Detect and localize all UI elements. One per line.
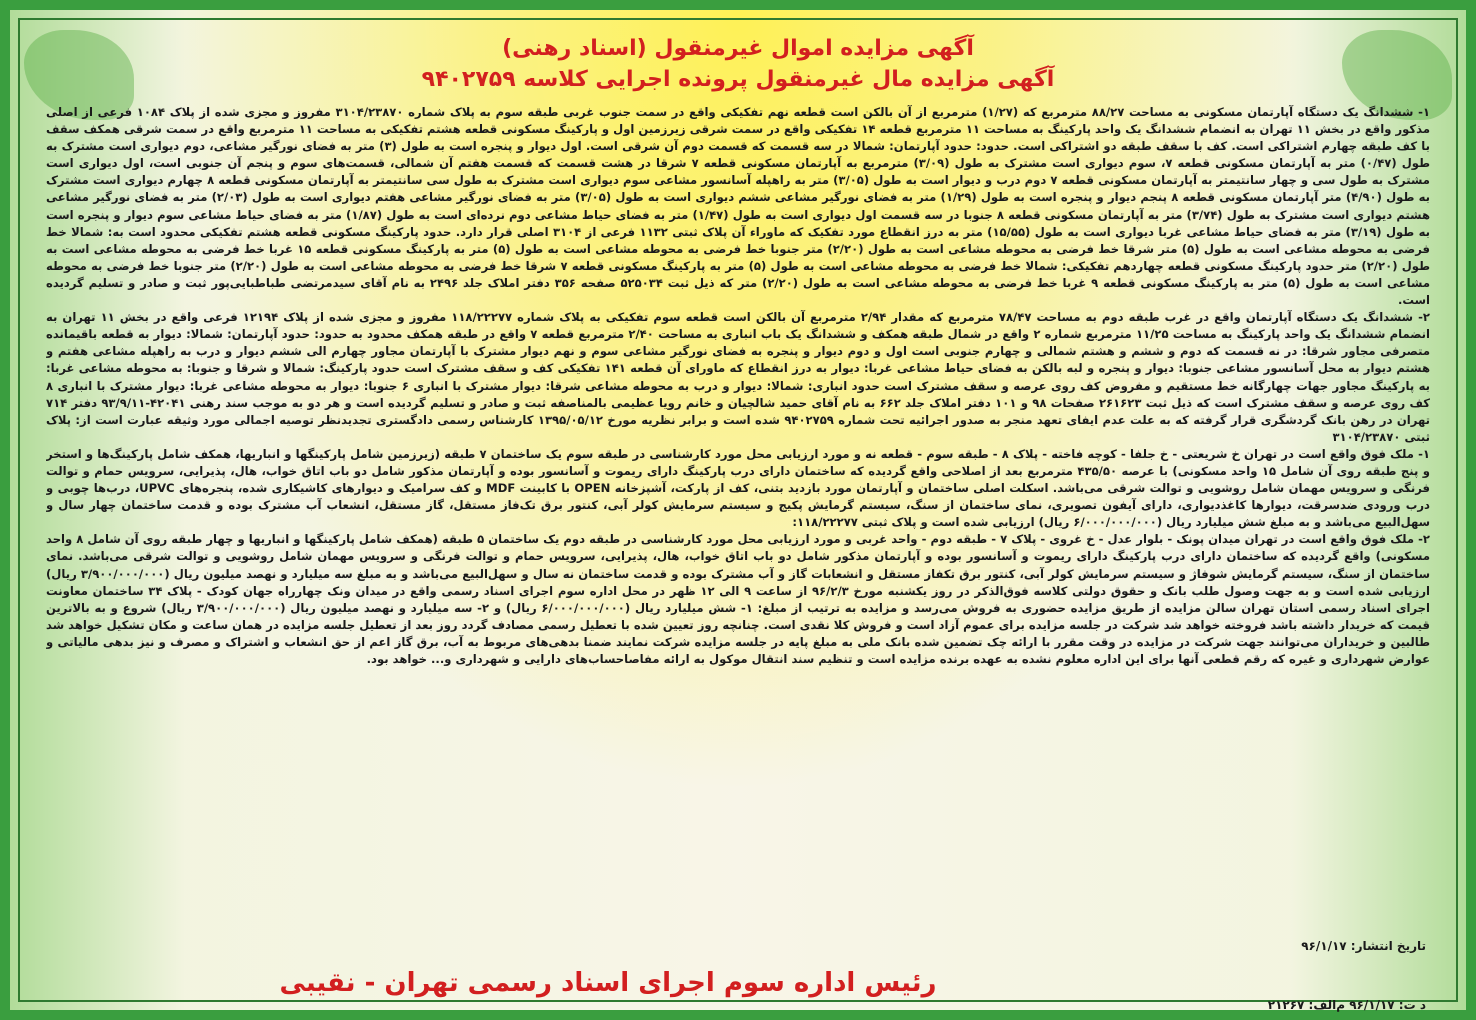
notice-title-line2: آگهی مزایده مال غیرمنقول پرونده اجرایی کلاسه ۹۴۰۲۷۵۹ xyxy=(421,67,1055,92)
notice-header xyxy=(130,34,1346,96)
notice-paragraph-1: ۱- ششدانگ یک دستگاه آپارتمان مسکونی به مساحت ۸۸/۲۷ مترمربع که (۱/۲۷) مترمربع از آن بالکن است قطعه نهم تفکیکی واقع در سمت جنوب غربی طبقه سوم به پلاک شماره ۳۱۰۴/۲۳۸۷۰ مفروز و مجزی شده از پلاک ۱۰۸۴ فرعی از اصلی مذکور واقع در بخش ۱۱ تهران به انضمام ششدانگ یک واحد پارکینگ به مساحت ۱۱ مترمربع قطعه ۱۴ تفکیکی واقع در سمت شرقی زیرزمین اول و پارکینگ مسکونی قطعه هشتم تفکیکی به مساحت ۱۱ مترمربع واقع در سمت شرقی همکف سقف با کف طبقه چهارم اشتراکی است. کف با سقف طبقه دو اشتراکی است. حدود: حدود آپارتمان: شمالا در سه قسمت که قسمت دوم آن شرقی است. اول دیوار و پنجره است به طول (۳) متر به فضای نورگیر مشاعی، دوم دیواری است مشترک به طول (۰/۴۷) متر به آپارتمان مسکونی قطعه ۷، سوم دیواری است مشترک به طول (۳/۰۹) مترمربع به آپارتمان مسکونی قطعه ۷ شرقا در هشت قسمت که قسمت هفتم آن شمالی، قسمت‌های سوم و پنجم آن جنوبی است، اول دیواری است مشترک به طول سی و چهار سانتیمتر به آپارتمان مسکونی قطعه ۷ دوم درب و دیوار است به طول (۳/۰۵) متر به راهپله آسانسور مشاعی سوم دیواری است مشترک به طول سی سانتیمتر به آپارتمان مسکونی قطعه ۸ چهارم دیواری است مشترک به طول (۴/۹۰) متر آپارتمان مسکونی قطعه ۸ پنجم دیوار و پنجره است به طول (۱/۲۹) متر به فضای نورگیر مشاعی ششم دیواری است به طول (۳/۰۵) متر به فضای نورگیر مشاعی هفتم دیواری است به طول (۲/۰۳) متر به فضای نورگیر مشاعی هشتم دیواری است مشترک به طول (۳/۷۴) متر به آپارتمان مسکونی قطعه ۸ جنوبا در سه قسمت اول دیواری است به طول (۱/۴۷) متر به فضای حیاط مشاعی دوم نرده‌ای است به طول (۱/۸۷) متر به فضای حیاط مشاعی سوم دیوار و پنجره است به طول (۳/۱۹) متر به فضای حیاط مشاعی غربا دیواری است به طول (۱۵/۵۵) متر به درز انقطاع مورد تفکیک که ماوراء آن پلاک ثبتی ۱۱۳۲ فرعی از ۳۱۰۴ اصلی قرار دارد. حدود پارکینگ مسکونی قطعه هشتم تفکیکی محدود است به: شمالا خط فرضی به محوطه مشاعی است به طول (۵) متر شرقا خط فرضی به محوطه مشاعی است به طول (۲/۲۰) متر جنوبا خط فرضی به محوطه مشاعی است به طول (۵) متر به پارکینگ مسکونی قطعه ۱۵ غربا خط فرضی به محوطه مشاعی است به طول (۲/۲۰) متر حدود پارکینگ مسکونی قطعه چهاردهم تفکیکی: شمالا خط فرضی به محوطه مشاعی است به طول (۵) متر به پارکینگ مسکونی قطعه ۷ شرقا خط فرضی به محوطه مشاعی است به طول (۲/۲۰) متر جنوبا خط فرضی به محوطه مشاعی است به طول (۵) متر به پارکینگ مسکونی قطعه ۹ غربا خط فرضی به محوطه مشاعی است به طول (۲/۲۰) متر که ذیل ثبت ۵۲۵۰۳۴ صفحه ۳۵۶ دفتر املاک جلد ۲۴۹۶ به نام آقای سیدمرتضی طباطبایی‌پور ثبت و صادر و تسلیم گردیده است. xyxy=(46,105,1430,308)
publish-date: تاریخ انتشار: ۹۶/۱/۱۷ xyxy=(1301,939,1426,953)
notice-title-line1: آگهی مزایده اموال غیرمنقول (اسناد رهنی) xyxy=(502,36,974,61)
signature-line: رئیس اداره سوم اجرای اسناد رسمی تهران - نقیبی xyxy=(279,968,937,998)
reference-line: د ت: ۹۶/۱/۱۷ م‌الف: ۲۱۲۶۷ xyxy=(1267,998,1426,1012)
notice-paragraph-4: ۲- ملک فوق واقع است در تهران میدان پونک - بلوار عدل - خ غروی - پلاک ۷ - طبقه دوم - واحد غربی و مورد ارزیابی محل مورد کارشناسی در طبقه دوم یک ساختمان ۵ طبقه (همکف شامل پارکینگها و انباریها و چهار طبقه روی آن شامل ۸ واحد مسکونی) واقع گردیده که ساختمان دارای درب پارکینگ دارای ریموت و آسانسور بوده و آپارتمان مذکور شامل دو باب اتاق خواب، هال، پذیرایی، سرویس حمام و توالت فرنگی و سرویس مهمان شامل روشویی و توالت شرقی می‌باشد. نمای ساختمان از سنگ، سیستم گرمایش شوفاژ و سیستم سرمایش کولر آبی، کنتور برق تکفاز مستقل و انشعابات گاز و آب مشترک بوده و قدمت ساختمان نه سال و سهل‌البیع می‌باشد و به مبلغ سه میلیارد و نهصد میلیون ریال (۳/۹۰۰/۰۰۰/۰۰۰ ریال) ارزیابی شده است و به جهت وصول طلب بانک و حقوق دولتی کلاسه فوق‌الذکر در روز یکشنبه مورخ ۹۶/۲/۳ از ساعت ۹ الی ۱۲ ظهر در محل اداره سوم اجرای اسناد رسمی واقع در میدان ونک چهارراه جهان کودک - پلاک ۳۴ ساختمان معاونت اجرای اسناد رسمی استان تهران سالن مزایده از طریق مزایده حضوری به فروش می‌رسد و مزایده به ترتیب از مبلغ: ۱- شش میلیارد ریال (۶/۰۰۰/۰۰۰/۰۰۰ ریال) و ۲- سه میلیارد و نهصد میلیون ریال (۳/۹۰۰/۰۰۰/۰۰۰ ریال) شروع و به بالاترین قیمت که خریدار داشته باشد فروخته خواهد شد شرکت در جلسه مزایده برای عموم آزاد است و فروش کلا نقدی است. چنانچه روز تعیین شده با تعطیل رسمی مصادف گردد روز بعد از تعطیل جلسه مزایده در همان ساعت و مکان تشکیل خواهد شد طالبین و خریداران می‌توانند جهت شرکت در مزایده در وقت مقرر با ارائه چک تضمین شده بانک ملی به مبلغ پایه در جلسه مزایده شرکت نمایند ضمنا بدهی‌های مربوط به آب، برق گاز اعم از حق انشعاب و اشتراک و مصرف و نیز بدهی مالیاتی و عوارض شهرداری و غیره که رقم قطعی آنها برای این اداره معلوم نشده به عهده برنده مزایده است و تنظیم سند انتقال موکول به ارائه مفاصاحساب‌های دارایی و شهرداری و... خواهد بود. xyxy=(46,532,1430,666)
notice-paragraph-2: ۲- ششدانگ یک دستگاه آپارتمان واقع در غرب طبقه دوم به مساحت ۷۸/۴۷ مترمربع که مقدار ۲/۹۴ مترمربع آن بالکن است قطعه سوم تفکیکی به پلاک شماره ۱۱۸/۲۲۲۷۷ مفروز و مجزی شده از پلاک ۱۲۱۹۴ فرعی واقع در بخش ۱۱ تهران به انضمام ششدانگ یک واحد پارکینگ به مساحت ۱۱/۲۵ مترمربع شماره ۲ واقع در شمال طبقه همکف و ششدانگ یک باب انباری به مساحت ۲/۴۰ مترمربع قطعه ۷ واقع در طبقه همکف محدود به حدود: حدود آپارتمان: شمالا: دیوار به قطعه باقیمانده متصرفی مجاور شرقا: در نه قسمت که دوم و ششم و هشتم شمالی و چهارم جنوبی است اول و دوم دیوار و پنجره به فضای نورگیر مشاعی سوم و نهم دیوار مشترک با آپارتمان مجاور چهارم الی ششم دیوار و درب به راهپله مشاعی هفتم و هشتم دیوار به محل آسانسور مشاعی جنوبا: دیوار و پنجره و لبه بالکن به فضای حیاط مشاعی غربا: دیوار به درز انقطاع که ماورای آن قطعه ۱۴۱ تفکیکی کف و سقف مشترک است حدود پارکینگ: شمالا و شرقا و جنوبا: به محوطه مشاعی غربا: به پارکینگ مجاور جهات چهارگانه خط مستقیم و مفروض کف روی عرصه و سقف مشترک است حدود انباری: شمالا: دیوار و درب به محوطه مشاعی شرقا: دیوار مشترک با انباری ۶ جنوبا: دیوار به محوطه مشاعی غربا: دیوار مشترک با انباری ۸ کف روی عرصه و سقف مشترک است که ذیل ثبت ۲۶۱۶۲۳ صفحات ۹۸ و ۱۰۱ دفتر املاک جلد ۶۶۲ به نام آقای حمید شالچیان و خانم رویا عظیمی بالمناصفه ثبت و صادر و تسلیم گردیده است و هر دو به موجب سند رهنی ۴۲۰۴۱-۹۳/۹/۱۱ دفتر ۷۱۴ تهران در رهن بانک گردشگری قرار گرفته که به علت عدم ایفای تعهد منجر به صدور اجرائیه تحت شماره ۹۴۰۲۷۵۹ شده است و برابر نظریه مورخ ۱۳۹۵/۰۵/۱۲ کارشناس رسمی دادگستری تجدیدنظر توصیه اجمالی مورد وثیقه عبارت است از: پلاک ثبتی ۳۱۰۴/۲۳۸۷۰ xyxy=(46,310,1430,444)
notice-paragraph-3: ۱- ملک فوق واقع است در تهران خ شریعتی - خ جلفا - کوچه فاخته - پلاک ۸ - طبقه سوم - قطعه نه و مورد ارزیابی محل مورد کارشناسی در طبقه سوم یک ساختمان ۷ طبقه (زیرزمین شامل پارکینگها و انباریها، همکف شامل پارکینگ‌ها و استخر و پنج طبقه روی آن شامل ۱۵ واحد مسکونی) با عرصه ۴۳۵/۵۰ مترمربع بعد از اصلاحی واقع گردیده که ساختمان دارای درب پارکینگ دارای ریموت و آسانسور بوده و آپارتمان مذکور شامل دو باب اتاق خواب، هال، پذیرایی، سرویس حمام و توالت فرنگی و سرویس مهمان شامل روشویی و توالت شرقی می‌باشد. اسکلت اصلی ساختمان و آپارتمان مورد بازدید بتنی، کف از پارکت، آشپزخانه OPEN با کابینت MDF و کف سرامیک و دیوارهای کاشیکاری شده، پنجره‌های UPVC، درب‌ها چوبی و درب ورودی ضدسرقت، دیوارها کاغذدیواری، دارای آیفون تصویری، نمای ساختمان از سنگ، سیستم گرمایش پکیج و سیستم سرمایش کولر آبی، کنتور برق تک‌فاز مستقل، گاز مستقل، انشعاب آب مشترک بوده و قدمت ساختمان چهار سال و سهل‌البیع می‌باشد و به مبلغ شش میلیارد ریال (۶/۰۰۰/۰۰۰/۰۰۰ ریال) ارزیابی شده است و پلاک ثبتی ۱۱۸/۲۲۲۷۷: xyxy=(46,446,1430,530)
notice-body xyxy=(46,104,1430,964)
